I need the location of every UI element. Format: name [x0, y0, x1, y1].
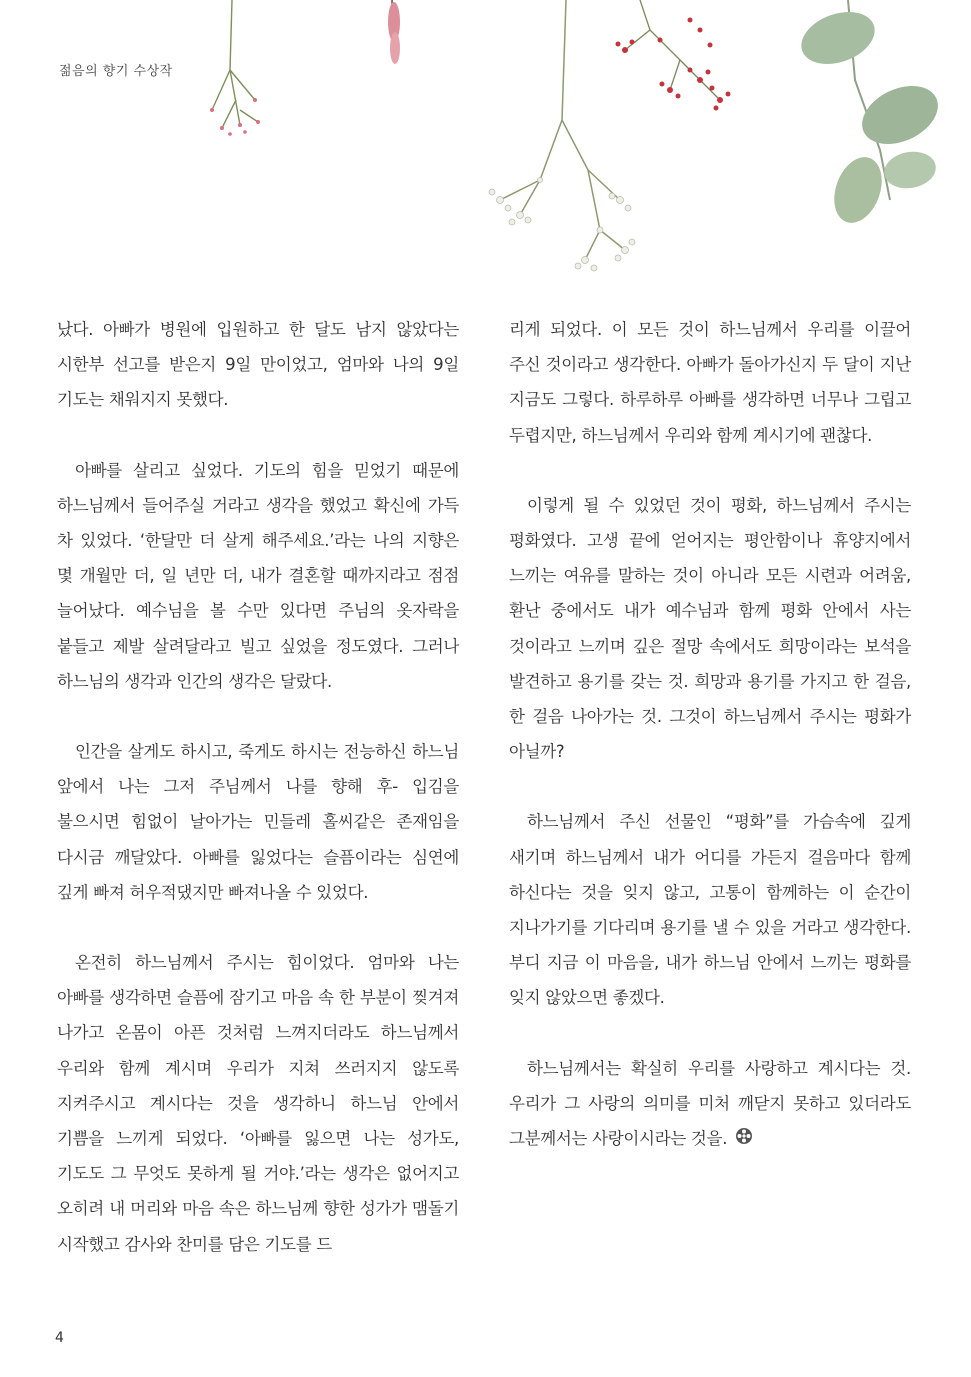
section-label: 젊음의 향기 수상작: [59, 64, 173, 79]
paragraph: 이렇게 될 수 있었던 것이 평화, 하느님께서 주시는 평화였다. 고생 끝에 얻어지는 평안함이나 휴양지에서 느끼는 여유를 말하는 것이 아니라 모든 시련과 어려움, 환난 중에서도 내가 예수님과 함께 평화 안에서 사는 것이라고 느끼며 깊은 절망 속에서도 희망이라는 보석을 발견하고 용기를 갖는 것. 희망과 용기를 가지고 한 걸음, 한 걸음 나아가는 것. 그것이 하느님께서 주시는 평화가 아닐까?: [509, 495, 911, 762]
paragraph: 하느님께서 주신 선물인 “평화”를 가슴속에 깊게 새기며 하느님께서 내가 어디를 가든지 걸음마다 함께 하신다는 것을 잊지 않고, 고통이 함께하는 이 순간이 지나가기를 기다리며 용기를 낼 수 있을 거라고 생각한다. 부디 지금 이 마음을, 내가 하느님 안에서 느끼는 평화를 잊지 않았으면 좋겠다.: [509, 812, 911, 1008]
end-of-article-icon: [735, 1122, 753, 1157]
paragraph: 리게 되었다. 이 모든 것이 하느님께서 우리를 이끌어 주신 것이라고 생각한다. 아빠가 돌아가신지 두 달이 지난 지금도 그렇다. 하루하루 아빠를 생각하면 너무나 그립고 두렵지만, 하느님께서 우리와 함께 계시기에 괜찮다.: [509, 320, 911, 445]
right-text-column: [509, 312, 911, 1192]
red-blossoms: [616, 18, 731, 111]
page-number: 4: [55, 1330, 64, 1346]
hanging-flowers-illustration: [0, 0, 971, 290]
white-blossoms: [489, 178, 635, 272]
eucalyptus-branch: [794, 0, 947, 229]
pink-spike-flower: [388, 0, 400, 64]
paragraph: 아빠를 살리고 싶었다. 기도의 힘을 믿었기 때문에 하느님께서 들어주실 거라고 생각을 했었고 확신에 가득 차 있었다. ‘한달만 더 살게 해주세요.’라는 나의 지향은 몇 개월만 더, 일 년만 더, 내가 결혼할 때까지라고 점점 늘어났다. 예수님을 볼 수만 있다면 주님의 옷자락을 붙들고 제발 살려달라고 빌고 싶었을 정도였다. 그러나 하느님의 생각과 인간의 생각은 달랐다.: [57, 460, 459, 691]
pink-sprig-left: [212, 0, 258, 128]
white-babys-breath: [500, 0, 625, 260]
paragraph: 온전히 하느님께서 주시는 힘이었다. 엄마와 나는 아빠를 생각하면 슬픔에 잠기고 마음 속 한 부분이 찢겨져 나가고 온몸이 아픈 것처럼 느껴지더라도 하느님께서 우리와 함께 계시며 우리가 지쳐 쓰러지지 않도록 지켜주시고 계시다는 것을 생각하니 하느님 안에서 기쁨을 느끼게 되었다. ‘아빠를 잃으면 나는 성가도, 기도도 그 무엇도 못하게 될 거야.’라는 생각은 없어지고 오히려 내 머리와 마음 속은 하느님께 향한 성가가 맴돌기 시작했고 감사와 찬미를 담은 기도를 드: [57, 953, 459, 1254]
left-text-column: [57, 312, 459, 1297]
red-gypsophila: [625, 0, 720, 100]
paragraph: 났다. 아빠가 병원에 입원하고 한 달도 남지 않았다는 시한부 선고를 받은지 9일 만이었고, 엄마와 나의 9일 기도는 채워지지 못했다.: [57, 320, 459, 410]
pink-blossoms-left: [210, 98, 260, 136]
paragraph: 인간을 살게도 하시고, 죽게도 하시는 전능하신 하느님 앞에서 나는 그저 주님께서 나를 향해 후- 입김을 불으시면 힘없이 날아가는 민들레 홀씨같은 존재임을 다시금 깨달았다. 아빠를 잃었다는 슬픔이라는 심연에 깊게 빠져 허우적댔지만 빠져나올 수 있었다.: [57, 742, 459, 902]
paragraph: 하느님께서는 확실히 우리를 사랑하고 계시다는 것. 우리가 그 사랑의 의미를 미처 깨닫지 못하고 있더라도 그분께서는 사랑이시라는 것을.: [509, 1051, 911, 1158]
